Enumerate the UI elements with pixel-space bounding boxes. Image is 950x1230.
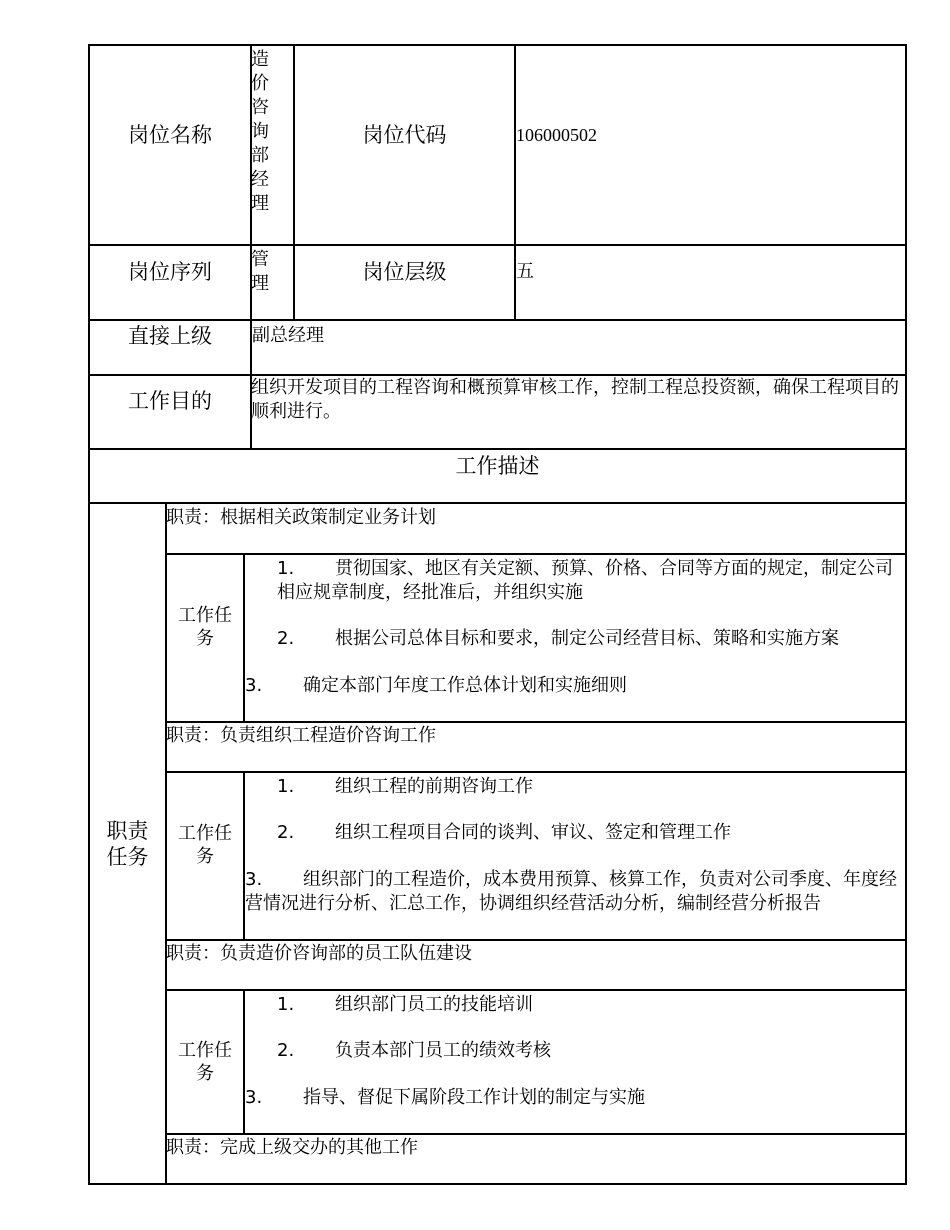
duty-title: 职责：根据相关政策制定业务计划 [166,507,436,528]
post-code-label: 岗位代码 [362,123,447,147]
task-item: 3. 组织部门的工程造价，成本费用预算、核算工作，负责对公司季度、年度经营情况进行分析、汇总工作，协调组织经营活动分析，编制经营分析报告 [245,869,897,914]
task-item: 3. 确定本部门年度工作总体计划和实施细则 [245,675,627,696]
task-item: 1. 贯彻国家、地区有关定额、预算、价格、合同等方面的规定，制定公司相应规章制度，经批准后，并组织实施 [277,558,893,603]
divider [165,771,907,773]
post-level-value: 五 [516,261,534,282]
post-level-label: 岗位层级 [362,260,447,284]
divider [165,939,907,941]
task-item: 2. 负责本部门员工的绩效考核 [277,1040,551,1061]
purpose-value: 组织开发项目的工程咨询和概预算审核工作，控制工程总投资额，确保工程项目的顺利进行。 [251,377,899,422]
divider [165,721,907,723]
duty-title: 职责：完成上级交办的其他工作 [166,1137,418,1158]
post-code-value: 106000502 [516,125,597,145]
post-series-value: 管理 [251,249,269,294]
superior-value: 副总经理 [252,325,324,346]
task-label: 工作任务 [178,1040,232,1084]
duties-label: 职责任务 [106,819,149,869]
post-name-label: 岗位名称 [128,123,212,147]
duty-title: 职责：负责造价咨询部的员工队伍建设 [166,943,472,964]
divider [165,553,907,555]
task-item: 1. 组织部门员工的技能培训 [277,994,533,1015]
task-item: 2. 根据公司总体目标和要求，制定公司经营目标、策略和实施方案 [277,628,839,649]
superior-label: 直接上级 [128,324,212,348]
task-label: 工作任务 [178,605,232,649]
divider [165,989,907,991]
post-series-label: 岗位序列 [128,260,212,284]
task-item: 1. 组织工程的前期咨询工作 [277,776,533,797]
post-name-value: 造价咨询部经理 [251,49,269,214]
divider [88,502,907,504]
section-title: 工作描述 [455,454,540,478]
task-label: 工作任务 [178,823,232,867]
purpose-label: 工作目的 [128,389,212,413]
divider [243,989,245,1134]
task-item: 3. 指导、督促下属阶段工作计划的制定与实施 [245,1087,645,1108]
divider [165,1133,907,1135]
duty-title: 职责：负责组织工程造价咨询工作 [166,725,436,746]
task-item: 2. 组织工程项目合同的谈判、审议、签定和管理工作 [277,822,731,843]
